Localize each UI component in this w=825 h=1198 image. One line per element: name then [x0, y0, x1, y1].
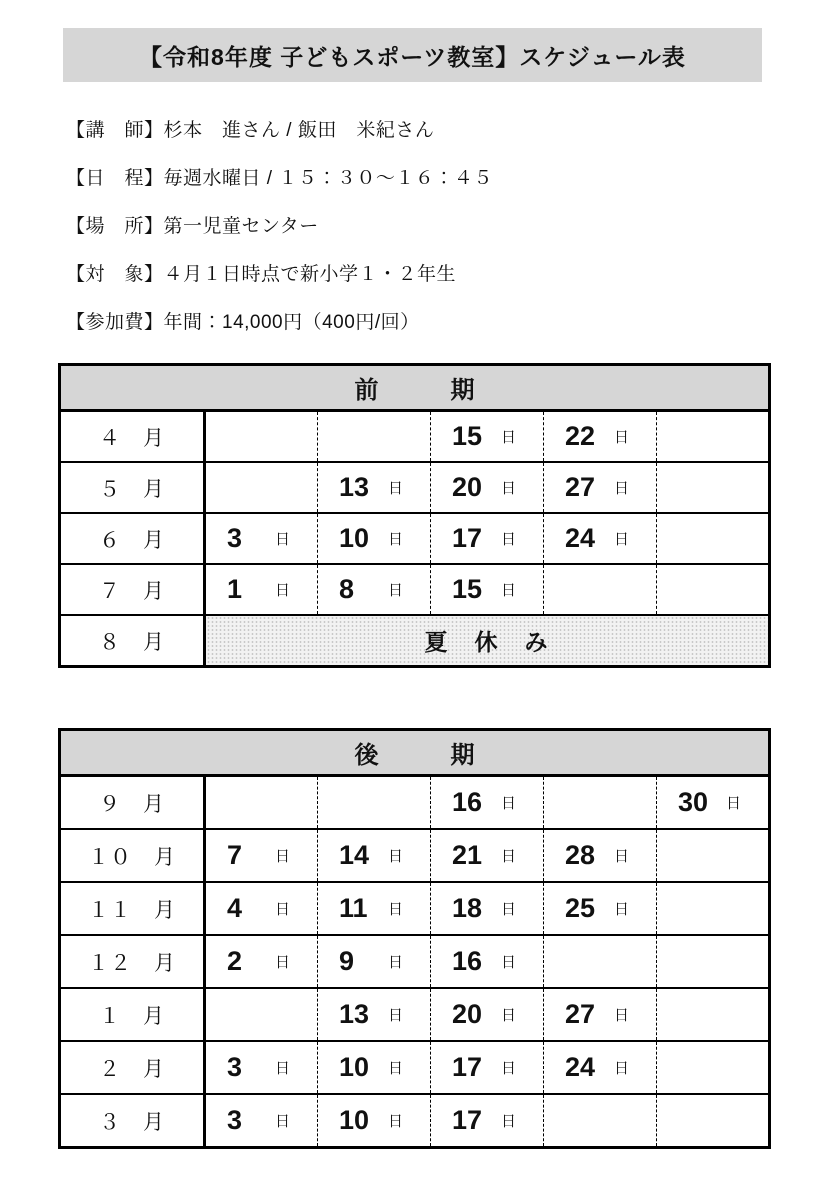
day-suffix-label: 日	[500, 954, 516, 971]
day-number: 27	[565, 999, 596, 1029]
day-number: 9	[339, 946, 355, 976]
month-cell: ８ 月	[60, 615, 205, 667]
day-entry	[318, 525, 430, 552]
day-entry	[431, 1054, 543, 1081]
day-cell-empty	[205, 411, 318, 463]
day-number: 24	[565, 523, 596, 553]
day-number: 14	[339, 840, 370, 870]
second-term-header: 後 期	[60, 730, 770, 776]
day-cell	[318, 1041, 431, 1094]
schedule-row	[60, 462, 770, 513]
day-cell	[431, 1094, 544, 1148]
day-number: 20	[452, 999, 483, 1029]
day-suffix-label: 日	[274, 1113, 290, 1130]
day-entry	[318, 1001, 430, 1028]
day-entry	[431, 948, 543, 975]
day-cell	[205, 882, 318, 935]
day-cell	[318, 462, 431, 513]
schedule-row	[60, 776, 770, 830]
day-suffix-label: 日	[500, 795, 516, 812]
day-cell-empty	[657, 564, 770, 615]
month-cell: １２ 月	[60, 935, 205, 988]
day-cell	[205, 829, 318, 882]
day-cell	[205, 1041, 318, 1094]
day-suffix-label: 日	[500, 901, 516, 918]
day-cell	[205, 935, 318, 988]
schedule-row	[60, 935, 770, 988]
day-number: 24	[565, 1052, 596, 1082]
day-number: 13	[339, 999, 370, 1029]
summer-vacation-cell: 夏 休 み	[205, 615, 770, 667]
day-suffix-label: 日	[387, 1007, 403, 1024]
day-number: 16	[452, 787, 483, 817]
day-entry	[544, 895, 656, 922]
day-entry	[657, 789, 768, 816]
day-suffix-label: 日	[387, 582, 403, 599]
day-cell	[431, 513, 544, 564]
day-suffix-label: 日	[387, 901, 403, 918]
day-cell-empty	[544, 935, 657, 988]
day-cell	[318, 829, 431, 882]
day-cell-empty	[657, 411, 770, 463]
info-line-schedule: 【日 程】毎週水曜日 / １５：３０～１６：４５	[66, 167, 493, 189]
day-suffix-label: 日	[613, 1007, 629, 1024]
day-cell-empty	[318, 411, 431, 463]
day-cell	[431, 564, 544, 615]
day-cell	[544, 882, 657, 935]
day-suffix-label: 日	[274, 531, 290, 548]
schedule-row	[60, 988, 770, 1041]
day-suffix-label: 日	[613, 480, 629, 497]
day-cell	[431, 829, 544, 882]
day-cell-empty	[657, 462, 770, 513]
day-cell-empty	[657, 513, 770, 564]
day-entry	[431, 789, 543, 816]
day-entry	[206, 948, 317, 975]
day-entry	[318, 474, 430, 501]
day-number: 27	[565, 472, 596, 502]
day-suffix-label: 日	[387, 848, 403, 865]
schedule-row	[60, 615, 770, 667]
day-number: 16	[452, 946, 483, 976]
day-cell-empty	[544, 1094, 657, 1148]
day-suffix-label: 日	[613, 848, 629, 865]
day-number: 10	[339, 1052, 370, 1082]
table-header-row	[60, 365, 770, 411]
day-cell	[431, 988, 544, 1041]
month-cell: ３ 月	[60, 1094, 205, 1148]
day-suffix-label: 日	[387, 480, 403, 497]
schedule-row	[60, 829, 770, 882]
day-suffix-label: 日	[500, 480, 516, 497]
day-entry	[318, 842, 430, 869]
day-entry	[206, 1107, 317, 1134]
day-suffix-label: 日	[726, 795, 742, 812]
day-entry	[431, 1001, 543, 1028]
day-entry	[431, 474, 543, 501]
month-cell: ２ 月	[60, 1041, 205, 1094]
day-entry	[544, 842, 656, 869]
document-title-text: 【令和8年度 子どもスポーツ教室】スケジュール表	[139, 43, 686, 70]
schedule-row	[60, 411, 770, 463]
day-entry	[318, 948, 430, 975]
first-term-header: 前 期	[60, 365, 770, 411]
day-entry	[544, 474, 656, 501]
day-cell	[318, 1094, 431, 1148]
info-line-target: 【対 象】４月１日時点で新小学１・２年生	[66, 263, 457, 285]
schedule-row	[60, 882, 770, 935]
day-suffix-label: 日	[387, 954, 403, 971]
day-number: 3	[227, 1105, 243, 1135]
day-entry	[206, 1054, 317, 1081]
day-cell	[318, 935, 431, 988]
month-cell: ６ 月	[60, 513, 205, 564]
day-number: 17	[452, 1105, 483, 1135]
day-cell-empty	[205, 462, 318, 513]
day-number: 13	[339, 472, 370, 502]
day-number: 22	[565, 421, 596, 451]
day-entry	[544, 423, 656, 450]
day-cell	[318, 564, 431, 615]
day-cell-empty	[657, 882, 770, 935]
month-cell: ９ 月	[60, 776, 205, 830]
info-line-instructor: 【講 師】杉本 進さん / 飯田 米紀さん	[66, 119, 435, 141]
second-term-table	[58, 728, 771, 1149]
day-number: 3	[227, 1052, 243, 1082]
month-cell: ７ 月	[60, 564, 205, 615]
day-cell-empty	[657, 1041, 770, 1094]
day-entry	[544, 1001, 656, 1028]
month-cell: １１ 月	[60, 882, 205, 935]
day-suffix-label: 日	[387, 531, 403, 548]
day-cell	[544, 829, 657, 882]
info-block	[66, 104, 825, 344]
day-number: 21	[452, 840, 483, 870]
day-suffix-label: 日	[274, 582, 290, 599]
day-cell	[431, 1041, 544, 1094]
day-entry	[206, 842, 317, 869]
day-suffix-label: 日	[500, 582, 516, 599]
day-number: 20	[452, 472, 483, 502]
day-suffix-label: 日	[500, 1060, 516, 1077]
day-number: 10	[339, 523, 370, 553]
day-cell	[205, 513, 318, 564]
day-entry	[206, 895, 317, 922]
day-number: 15	[452, 421, 483, 451]
day-suffix-label: 日	[274, 901, 290, 918]
schedule-row	[60, 513, 770, 564]
day-suffix-label: 日	[274, 1060, 290, 1077]
day-number: 28	[565, 840, 596, 870]
day-cell-empty	[657, 988, 770, 1041]
day-suffix-label: 日	[387, 1060, 403, 1077]
day-suffix-label: 日	[500, 848, 516, 865]
first-term-table	[58, 363, 771, 668]
day-number: 30	[678, 787, 709, 817]
day-number: 2	[227, 946, 243, 976]
day-entry	[544, 525, 656, 552]
day-cell-empty	[657, 829, 770, 882]
day-suffix-label: 日	[613, 1060, 629, 1077]
day-cell-empty	[205, 776, 318, 830]
table-header-row	[60, 730, 770, 776]
schedule-row	[60, 564, 770, 615]
schedule-row	[60, 1041, 770, 1094]
day-number: 3	[227, 523, 243, 553]
day-number: 10	[339, 1105, 370, 1135]
day-cell	[544, 513, 657, 564]
day-entry	[318, 576, 430, 603]
day-entry	[318, 895, 430, 922]
day-cell	[431, 462, 544, 513]
month-cell: ５ 月	[60, 462, 205, 513]
day-cell	[544, 462, 657, 513]
day-entry	[431, 576, 543, 603]
day-suffix-label: 日	[613, 531, 629, 548]
day-number: 11	[339, 893, 368, 923]
day-cell	[544, 1041, 657, 1094]
day-entry	[206, 525, 317, 552]
day-cell	[431, 776, 544, 830]
day-cell	[205, 564, 318, 615]
day-cell	[318, 988, 431, 1041]
day-number: 17	[452, 523, 483, 553]
day-entry	[431, 1107, 543, 1134]
day-cell	[318, 882, 431, 935]
day-entry	[431, 895, 543, 922]
day-suffix-label: 日	[274, 848, 290, 865]
day-entry	[431, 423, 543, 450]
day-cell	[544, 411, 657, 463]
day-cell	[431, 935, 544, 988]
month-cell: １ 月	[60, 988, 205, 1041]
day-entry	[431, 842, 543, 869]
day-suffix-label: 日	[500, 531, 516, 548]
day-cell	[657, 776, 770, 830]
day-suffix-label: 日	[274, 954, 290, 971]
day-entry	[318, 1054, 430, 1081]
day-suffix-label: 日	[500, 1007, 516, 1024]
day-number: 8	[339, 574, 355, 604]
day-cell-empty	[657, 1094, 770, 1148]
info-line-fee: 【参加費】年間：14,000円（400円/回）	[66, 311, 420, 333]
day-number: 17	[452, 1052, 483, 1082]
day-cell-empty	[544, 564, 657, 615]
info-line-location: 【場 所】第一児童センター	[66, 215, 319, 237]
day-cell	[205, 1094, 318, 1148]
day-cell-empty	[318, 776, 431, 830]
day-cell-empty	[544, 776, 657, 830]
day-suffix-label: 日	[387, 1113, 403, 1130]
day-cell-empty	[657, 935, 770, 988]
day-entry	[431, 525, 543, 552]
day-suffix-label: 日	[613, 901, 629, 918]
day-entry	[318, 1107, 430, 1134]
day-suffix-label: 日	[500, 1113, 516, 1130]
day-number: 7	[227, 840, 243, 870]
day-entry	[206, 576, 317, 603]
month-cell: ４ 月	[60, 411, 205, 463]
day-entry	[544, 1054, 656, 1081]
day-number: 18	[452, 893, 483, 923]
day-cell	[318, 513, 431, 564]
day-number: 15	[452, 574, 483, 604]
day-cell	[431, 411, 544, 463]
day-number: 1	[227, 574, 243, 604]
day-suffix-label: 日	[500, 429, 516, 446]
day-number: 4	[227, 893, 243, 923]
document-title	[63, 28, 762, 82]
day-number: 25	[565, 893, 596, 923]
month-cell: １０ 月	[60, 829, 205, 882]
day-cell-empty	[205, 988, 318, 1041]
day-cell	[544, 988, 657, 1041]
day-cell	[431, 882, 544, 935]
schedule-row	[60, 1094, 770, 1148]
day-suffix-label: 日	[613, 429, 629, 446]
